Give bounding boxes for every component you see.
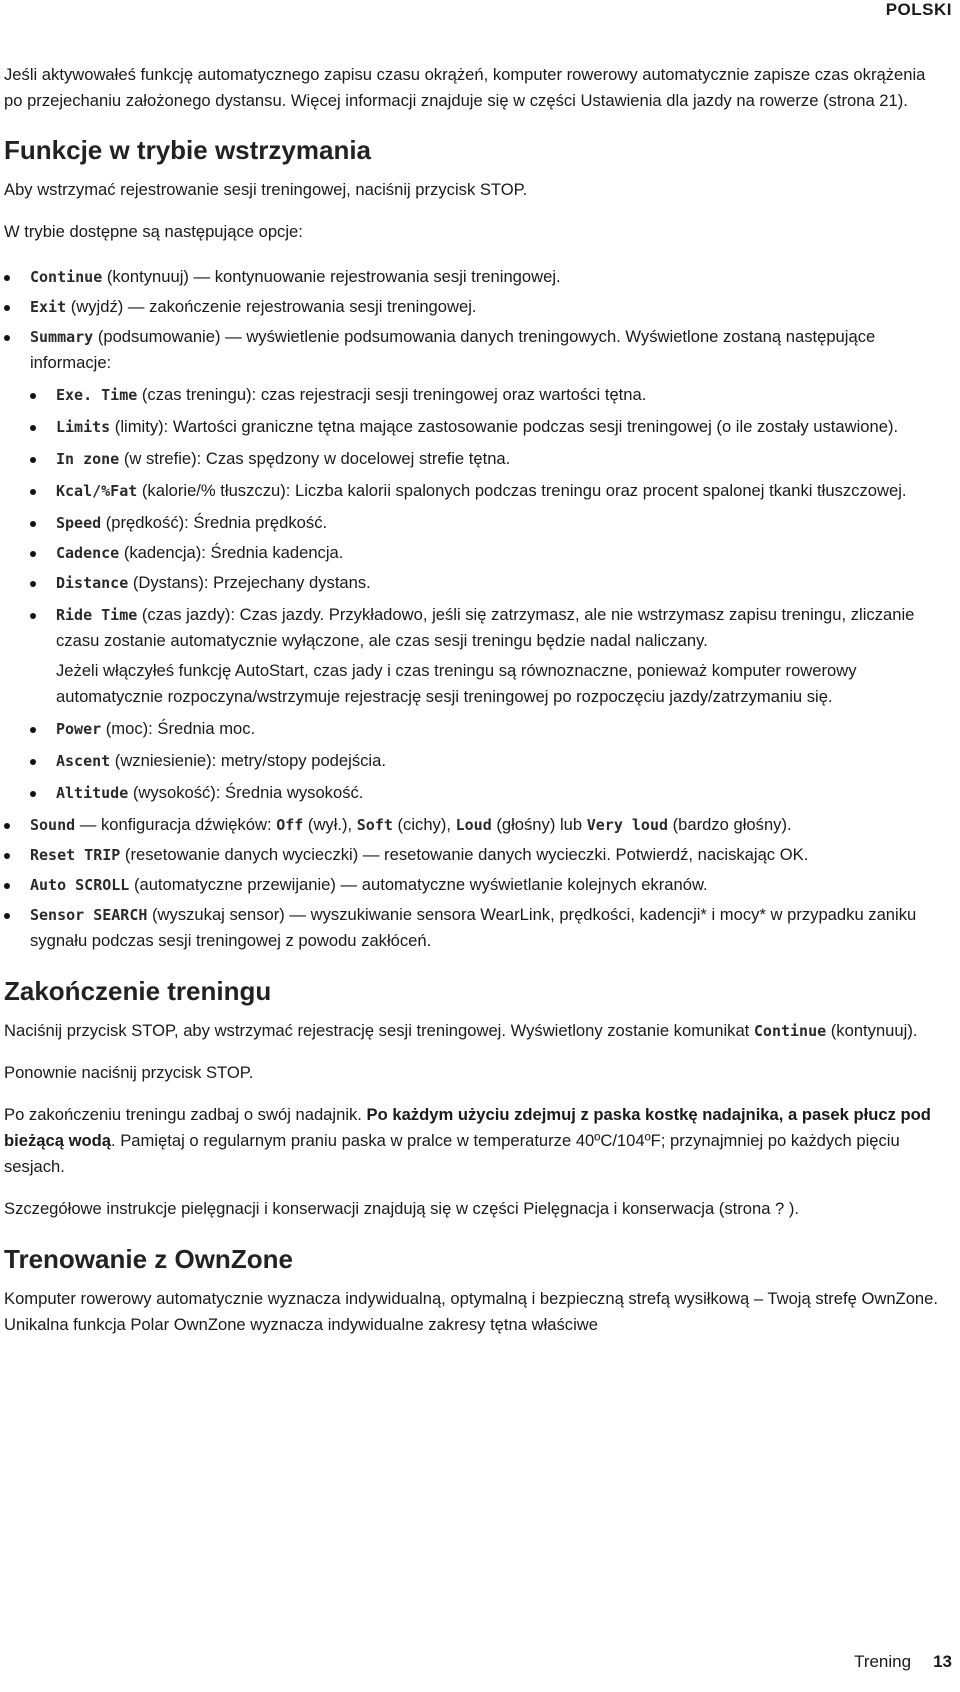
option-text: (cichy), [392,815,456,834]
autostart-note: Jeżeli włączyłeś funkcję AutoStart, czas jady i czas treningu są równoznaczne, ponieważ komputer rowerowy automatycznie rozpoczyna/wstrzymuje rejestrację sesji treningowej po rozpoczęciu jazdy/zatrzymaniu się. [56,661,857,706]
option-text: (wyjdź) — zakończenie rejestrowania sesji treningowej. [66,297,477,316]
option-text: (kadencja): Średnia kadencja. [119,543,344,562]
option-text: (w strefie): Czas spędzony w docelowej strefie tętna. [119,449,511,468]
list-item [4,872,944,898]
ownzone-paragraph: Komputer rowerowy automatycznie wyznacza indywidualną, optymalną i bezpieczną strefą wysiłkową – Twoją strefę OwnZone. Unikalna funkcja Polar OwnZone wyznacza indywidualne zakresy tętna właściwe [4,1289,938,1334]
list-item [30,748,944,774]
option-text: (kalorie/% tłuszczu): Liczba kalorii spalonych podczas treningu oraz procent spalonej tkanki tłuszczowej. [137,481,907,500]
end-text: Po zakończeniu treningu zadbaj o swój nadajnik. [4,1105,367,1124]
page-content [4,62,944,1338]
option-key: Auto SCROLL [30,876,130,894]
option-key: Summary [30,328,94,346]
option-key: Exit [30,298,67,316]
option-text: (wył.), [303,815,357,834]
list-item [4,842,944,868]
option-text: (automatyczne przewijanie) — automatyczne wyświetlanie kolejnych ekranów. [129,875,708,894]
option-key: Soft [356,816,393,834]
option-key: Sound [30,816,76,834]
option-key: Exe. Time [56,386,138,404]
pause-options-list [4,264,944,954]
option-text: (Dystans): Przejechany dystans. [128,573,371,592]
section-title-ownzone: Trenowanie z OwnZone [4,1244,293,1274]
section-title-end: Zakończenie treningu [4,976,272,1006]
option-text: (czas jazdy): Czas jazdy. Przykładowo, jeśli się zatrzymasz, ale nie wstrzymasz zapisu treningu, zliczanie czasu zostanie automatycznie wyłączone, ale czas sesji treningu będzie nadal naliczany. [56,605,915,650]
section-title-pause: Funkcje w trybie wstrzymania [4,135,372,165]
option-text: (prędkość): Średnia prędkość. [101,513,328,532]
option-key: Kcal/%Fat [56,482,138,500]
option-key: Ride Time [56,606,138,624]
list-item [30,478,944,504]
end-bold-text: Po każdym użyciu zdejmuj z paska kostkę nadajnika, a pasek płucz pod bieżącą wodą [4,1105,931,1150]
option-text: (wzniesienie): metry/stopy podejścia. [110,751,386,770]
option-text: (kontynuuj) — kontynuowanie rejestrowania sesji treningowej. [102,267,561,286]
option-key: Power [56,720,102,738]
option-key: Reset TRIP [30,846,121,864]
pause-paragraph-1: Aby wstrzymać rejestrowanie sesji treningowej, naciśnij przycisk STOP. [4,180,528,199]
list-item [30,510,944,536]
option-key: Very loud [586,816,669,834]
option-key: Continue [753,1022,827,1040]
option-key: Altitude [56,784,129,802]
intro-paragraph: Jeśli aktywowałeś funkcję automatycznego zapisu czasu okrążeń, komputer rowerowy automatycznie zapisze czas okrążenia po przejechaniu założonego dystansu. Więcej informacji znajduje się w części Ustawienia dla jazdy na rowerze (strona 21). [4,65,926,110]
end-text: . Pamiętaj o regularnym praniu paska w pralce w temperaturze 40ºC/104ºF; przynajmniej po każdych pięciu sesjach. [4,1131,900,1176]
option-text: (resetowanie danych wycieczki) — resetowanie danych wycieczki. Potwierdź, naciskając OK. [120,845,809,864]
page-footer [854,1652,952,1672]
list-item [4,812,944,838]
language-label: POLSKI [885,0,952,19]
list-item [30,540,944,566]
footer-section: Trening [854,1652,912,1671]
list-item [30,602,944,710]
list-item [30,716,944,742]
option-text: (limity): Wartości graniczne tętna mające zastosowanie podczas sesji treningowej (o ile zostały ustawione). [110,417,899,436]
list-item [30,570,944,596]
end-text: Naciśnij przycisk STOP, aby wstrzymać rejestrację sesji treningowej. Wyświetlony zostanie komunikat [4,1021,754,1040]
option-key: Ascent [56,752,111,770]
list-item [30,382,944,408]
option-key: Loud [455,816,492,834]
list-item [4,294,944,320]
list-item [4,264,944,290]
list-item [30,780,944,806]
end-text: (kontynuuj). [826,1021,918,1040]
end-paragraph-2: Ponownie naciśnij przycisk STOP. [4,1063,254,1082]
option-text: (wysokość): Średnia wysokość. [128,783,364,802]
option-key: Distance [56,574,129,592]
option-text: (podsumowanie) — wyświetlenie podsumowania danych treningowych. Wyświetlone zostaną następujące informacje: [30,327,876,372]
list-item [4,902,944,954]
summary-list [30,382,944,806]
list-item [30,446,944,472]
end-paragraph-3 [4,1102,944,1180]
option-text: (głośny) lub [491,815,587,834]
option-key: Off [276,816,304,834]
option-key: Speed [56,514,102,532]
option-text: (czas treningu): czas rejestracji sesji treningowej oraz wartości tętna. [137,385,647,404]
option-text: (moc): Średnia moc. [101,719,256,738]
pause-paragraph-2: W trybie dostępne są następujące opcje: [4,222,303,241]
list-item [4,324,944,806]
option-text: (bardzo głośny). [668,815,792,834]
option-key: Sensor SEARCH [30,906,148,924]
end-paragraph-4: Szczegółowe instrukcje pielęgnacji i konserwacji znajdują się w części Pielęgnacja i konserwacja (strona ? ). [4,1199,800,1218]
option-text: — konfiguracja dźwięków: [75,815,277,834]
option-key: Continue [30,268,103,286]
end-paragraph-1 [4,1018,944,1044]
option-text: (wyszukaj sensor) — wyszukiwanie sensora WearLink, prędkości, kadencji* i mocy* w przypadku zaniku sygnału podczas sesji treningowej z powodu zakłóceń. [30,905,917,950]
option-key: Limits [56,418,111,436]
list-item [30,414,944,440]
option-key: Cadence [56,544,120,562]
option-key: In zone [56,450,120,468]
page-number: 13 [933,1652,952,1671]
